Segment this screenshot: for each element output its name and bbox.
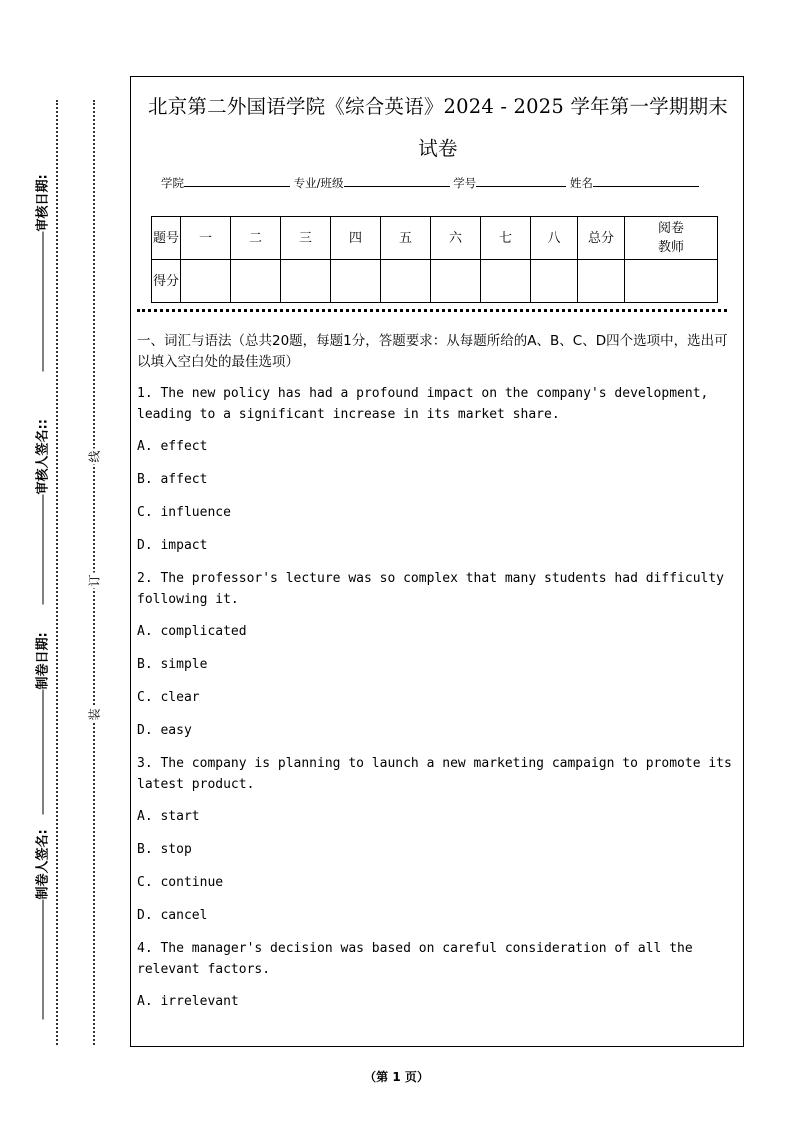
col-3: 三 <box>281 217 331 260</box>
q4-option-a[interactable]: A. irrelevant <box>137 994 239 1009</box>
score-cell[interactable] <box>231 260 281 303</box>
q3-option-c[interactable]: C. continue <box>137 875 224 890</box>
q2-option-c[interactable]: C. clear <box>137 690 200 705</box>
col-total: 总分 <box>578 217 625 260</box>
maker-sign-label: 制卷人签名: <box>35 829 51 900</box>
binding-mark-line: 线 <box>87 450 102 463</box>
col-7: 七 <box>481 217 531 260</box>
score-cell[interactable] <box>331 260 381 303</box>
question-1: 1. The new policy has had a profound impact on the company's development, leading to a significant increase in its market share. <box>137 386 709 422</box>
q3-option-d[interactable]: D. cancel <box>137 908 208 923</box>
score-cell[interactable] <box>181 260 231 303</box>
section-heading: 一、词汇与语法（总共20题，每题1分，答题要求：从每题所给的A、B、C、D四个选项中，选出可以填入空白处的最佳选项） <box>137 333 728 370</box>
col-6: 六 <box>431 217 481 260</box>
name-blank[interactable] <box>593 173 699 187</box>
score-cell[interactable] <box>281 260 331 303</box>
page-number: （第 1 页） <box>364 1070 429 1084</box>
score-cell[interactable] <box>481 260 531 303</box>
exam-content <box>137 331 741 1024</box>
q2-option-a[interactable]: A. complicated <box>137 624 247 639</box>
exam-title: 北京第二外国语学院《综合英语》2024 - 2025 学年第一学期期末 <box>148 95 728 118</box>
question-2: 2. The professor's lecture was so complex that many students had difficulty following it. <box>137 571 724 607</box>
score-cell[interactable] <box>381 260 431 303</box>
col-8: 八 <box>531 217 578 260</box>
score-table <box>151 216 718 303</box>
q1-option-b[interactable]: B. affect <box>137 472 208 487</box>
col-4: 四 <box>331 217 381 260</box>
student-id-blank[interactable] <box>476 173 566 187</box>
score-cell-total[interactable] <box>578 260 625 303</box>
reviewer-date-label: 审核日期: <box>35 174 51 232</box>
exam-frame <box>130 76 744 1047</box>
col-grader: 阅卷教师 <box>625 217 718 260</box>
q1-option-d[interactable]: D. impact <box>137 538 208 553</box>
college-blank[interactable] <box>184 173 290 187</box>
q3-option-a[interactable]: A. start <box>137 809 200 824</box>
reviewer-date-blank[interactable] <box>43 232 44 372</box>
college-label: 学院 <box>161 176 184 190</box>
maker-sign-blank[interactable] <box>43 900 44 1020</box>
col-1: 一 <box>181 217 231 260</box>
score-cell[interactable] <box>531 260 578 303</box>
q2-option-b[interactable]: B. simple <box>137 657 208 672</box>
header-label-cell: 题号 <box>152 217 181 260</box>
question-4: 4. The manager's decision was based on careful consideration of all the relevant factors. <box>137 941 693 977</box>
score-table-score-row <box>152 260 718 303</box>
q3-option-b[interactable]: B. stop <box>137 842 192 857</box>
reviewer-sign-field <box>32 375 51 605</box>
binding-mark-ding: 订 <box>87 574 102 587</box>
score-cell[interactable] <box>431 260 481 303</box>
q1-option-c[interactable]: C. influence <box>137 505 231 520</box>
name-label: 姓名 <box>569 176 593 190</box>
maker-date-label: 制卷日期: <box>35 632 51 690</box>
score-table-header-row <box>152 217 718 260</box>
maker-sign-field <box>32 790 51 1020</box>
exam-title-continued: 试卷 <box>418 137 458 160</box>
score-label-cell: 得分 <box>152 260 181 303</box>
reviewer-date-field <box>32 142 51 372</box>
score-cell-grader[interactable] <box>625 260 718 303</box>
binding-mark-zhuang: 装 <box>87 708 102 721</box>
student-id-label: 学号 <box>453 176 477 190</box>
student-info-row <box>161 173 699 191</box>
binding-dotted-line-outer <box>56 100 58 1045</box>
question-3: 3. The company is planning to launch a new marketing campaign to promote its latest product. <box>137 756 732 792</box>
col-5: 五 <box>381 217 431 260</box>
major-label: 专业/班级 <box>293 176 344 190</box>
major-blank[interactable] <box>344 173 450 187</box>
dotted-separator <box>137 309 727 312</box>
q2-option-d[interactable]: D. easy <box>137 723 192 738</box>
reviewer-sign-label: 审核人签名:: <box>35 419 51 495</box>
col-2: 二 <box>231 217 281 260</box>
q1-option-a[interactable]: A. effect <box>137 439 208 454</box>
maker-date-field <box>32 585 51 815</box>
